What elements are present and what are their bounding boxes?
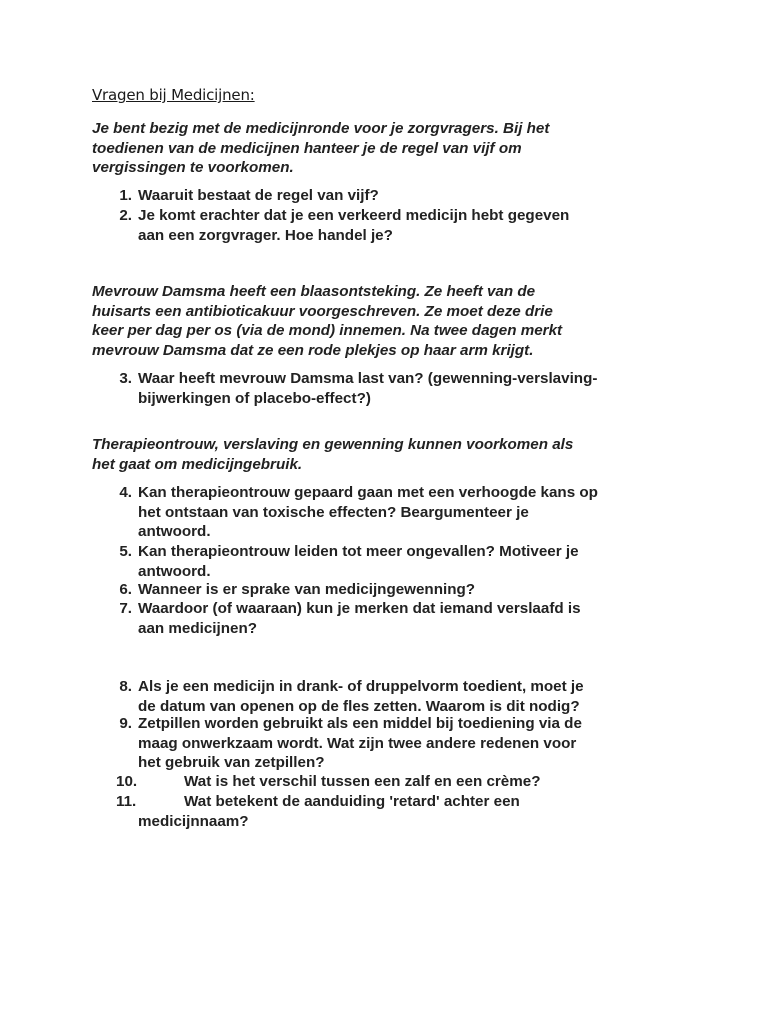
question-text: de datum van openen op de fles zetten. Waarom is dit nodig? [138,697,580,715]
question-number: 8. [119,678,132,695]
question-number: 5. [119,543,132,560]
intro-line: huisarts een antibioticakuur voorgeschreven. Ze moet deze drie [92,302,553,320]
intro-line: Je bent bezig met de medicijnronde voor je zorgvragers. Bij het [92,120,550,137]
question-text: Zetpillen worden gebruikt als een middel bij toediening via de [138,715,582,732]
intro-line: keer per dag per os (via de mond) innemen. Na twee dagen merkt [92,322,563,340]
question-text: medicijnnaam? [138,812,249,830]
question-4 [92,483,692,542]
question-text: maag onwerkzaam wordt. Wat zijn twee andere redenen voor [138,734,577,752]
question-3 [92,369,692,408]
intro-line: Mevrouw Damsma heeft een blaasontsteking. Ze heeft van de [92,283,536,300]
question-5 [92,542,692,581]
question-text: Als je een medicijn in drank- of druppelvorm toedient, moet je [138,678,584,695]
intro-paragraph-2 [92,282,692,361]
question-text: Waaruit bestaat de regel van vijf? [138,187,379,204]
document-title: Vragen bij Medicijnen: [92,86,255,104]
question-text: Waar heeft mevrouw Damsma last van? (gewenning-verslaving- [138,370,598,387]
question-9 [92,714,692,773]
question-text: aan medicijnen? [138,619,258,637]
question-number: 11. [116,793,137,810]
question-text: aan een zorgvrager. Hoe handel je? [138,226,393,244]
question-10 [92,772,692,792]
question-text: Kan therapieontrouw leiden tot meer ongevallen? Motiveer je [138,543,579,560]
question-text: antwoord. [138,562,211,580]
question-number: 3. [119,370,132,387]
intro-paragraph-3 [92,435,692,474]
question-number: 10. [116,773,138,790]
question-number: 1. [119,187,132,204]
intro-line: Therapieontrouw, verslaving en gewenning kunnen voorkomen als [92,436,574,453]
question-text: het gebruik van zetpillen? [138,754,325,772]
question-text: antwoord. [138,523,211,541]
question-text: Wat betekent de aanduiding 'retard' achter een [184,793,520,810]
question-number: 7. [119,600,132,617]
question-text: Waardoor (of waaraan) kun je merken dat iemand verslaafd is [138,600,581,617]
question-text: het ontstaan van toxische effecten? Beargumenteer je [138,503,529,521]
question-text: Je komt erachter dat je een verkeerd medicijn hebt gegeven [138,207,570,224]
question-number: 6. [119,581,132,598]
question-1 [92,186,692,206]
question-11 [92,792,692,831]
question-7 [92,599,692,638]
intro-line: toedienen van de medicijnen hanteer je de regel van vijf om [92,139,522,157]
intro-line: mevrouw Damsma dat ze een rode plekjes op haar arm krijgt. [92,342,534,360]
question-text: Wanneer is er sprake van medicijngewenning? [138,581,476,598]
question-text: bijwerkingen of placebo-effect?) [138,389,371,407]
intro-line: het gaat om medicijngebruik. [92,455,303,473]
question-text: Kan therapieontrouw gepaard gaan met een verhoogde kans op [138,484,598,501]
question-text: Wat is het verschil tussen een zalf en een crème? [184,773,541,790]
question-8 [92,677,692,716]
question-number: 9. [119,715,132,732]
intro-line: vergissingen te voorkomen. [92,159,294,177]
question-number: 2. [119,207,132,224]
question-2 [92,206,692,245]
intro-paragraph-1 [92,119,692,178]
question-number: 4. [119,484,132,501]
question-6 [92,580,692,600]
